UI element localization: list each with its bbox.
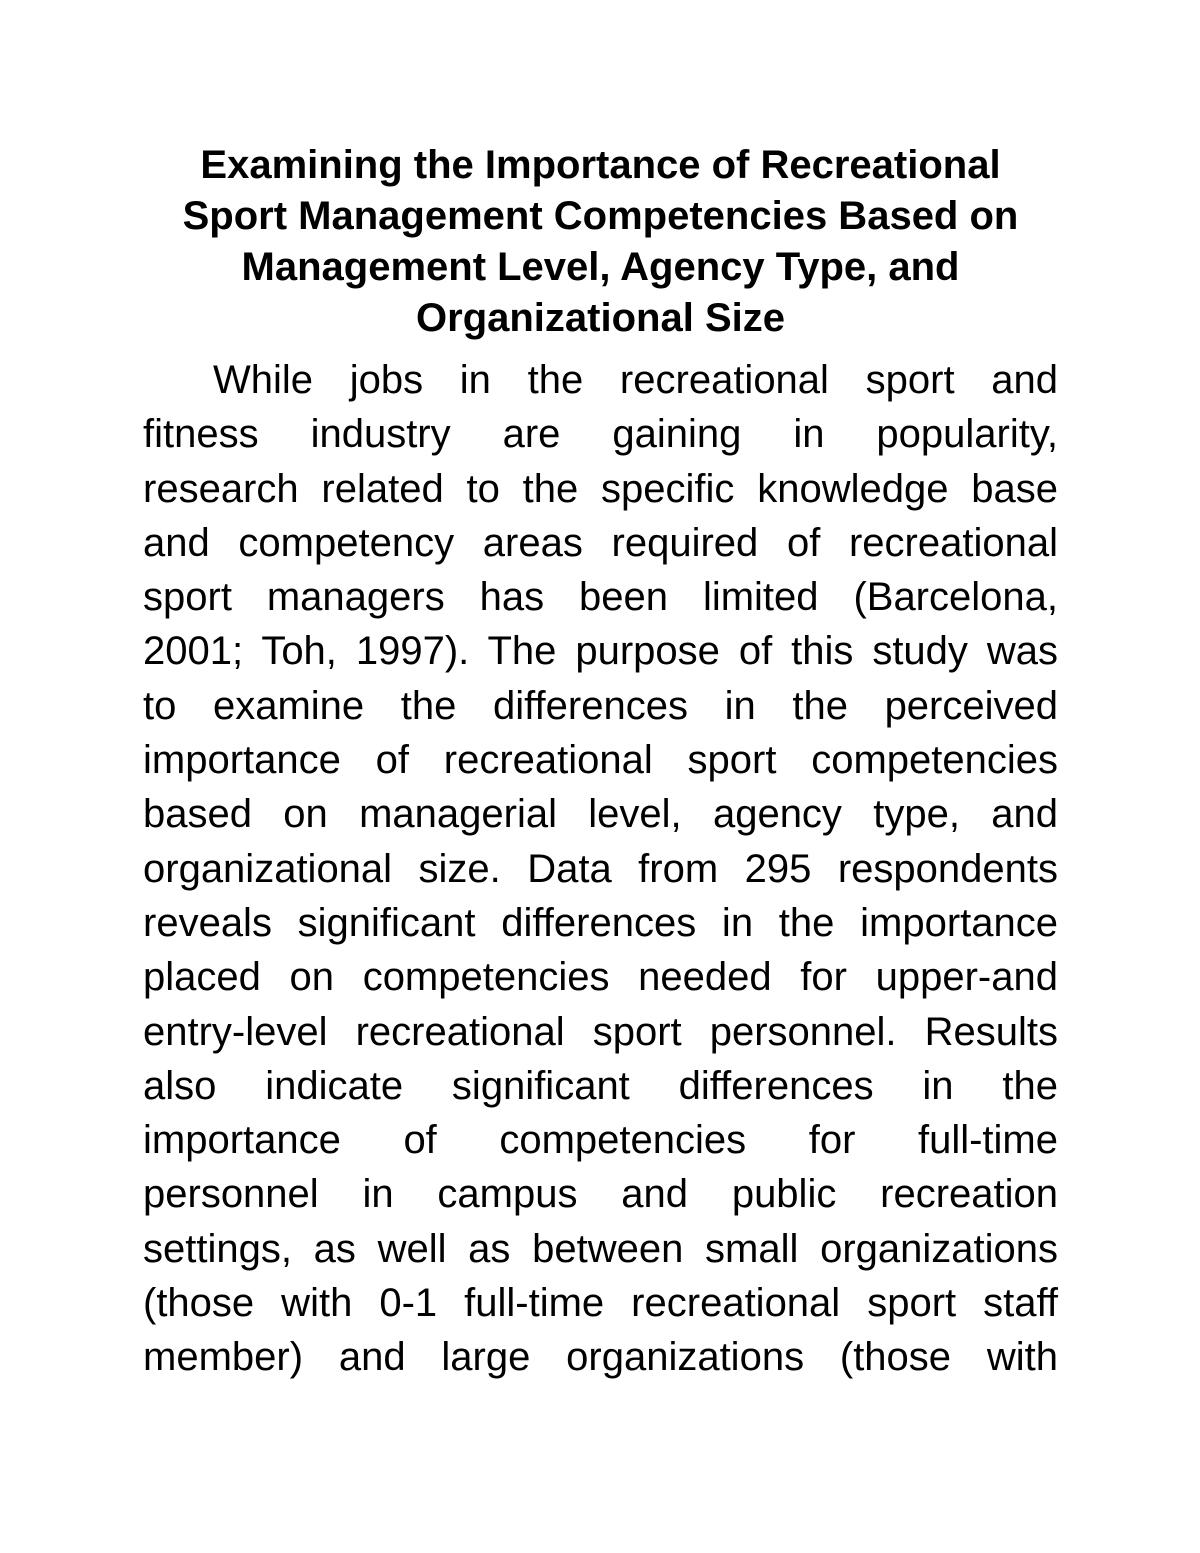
abstract-paragraph (143, 353, 1058, 1385)
abstract-line: settings, as well as between small organizations (143, 1226, 1058, 1271)
abstract-line: sport managers has been limited (Barcelona, (143, 575, 1058, 620)
abstract-line: and competency areas required of recreational (143, 520, 1058, 565)
title-line: Sport Management Competencies Based on (182, 194, 1019, 238)
document-page (143, 140, 1058, 1385)
abstract-line: importance of recreational sport competencies (143, 738, 1058, 783)
abstract-line: also indicate significant differences in the (143, 1063, 1058, 1108)
abstract-line: While jobs in the recreational sport and (213, 358, 1058, 402)
title-line: Management Level, Agency Type, and (241, 245, 960, 289)
title-line: Examining the Importance of Recreational (200, 143, 1001, 187)
abstract-line: organizational size. Data from 295 respondents (143, 846, 1058, 891)
abstract-line: importance of competencies for full-time (143, 1118, 1058, 1163)
abstract-line: 2001; Toh, 1997). The purpose of this study was (143, 629, 1058, 674)
abstract-line: (those with 0-1 full-time recreational sport staff (143, 1281, 1058, 1326)
abstract-line: based on managerial level, agency type, and (143, 792, 1058, 837)
abstract-line: fitness industry are gaining in popularity, (143, 412, 1058, 457)
abstract-line: member) and large organizations (those with (143, 1335, 1058, 1380)
abstract-line: personnel in campus and public recreation (143, 1172, 1058, 1217)
abstract-line: research related to the specific knowledge base (143, 466, 1058, 511)
abstract-line: to examine the differences in the perceived (143, 683, 1058, 728)
abstract-line: reveals significant differences in the importance (143, 900, 1058, 945)
abstract-line: placed on competencies needed for upper-and (143, 955, 1058, 1000)
document-title (143, 140, 1058, 344)
abstract-line: entry-level recreational sport personnel. Results (143, 1009, 1058, 1054)
title-line: Organizational Size (416, 296, 785, 340)
